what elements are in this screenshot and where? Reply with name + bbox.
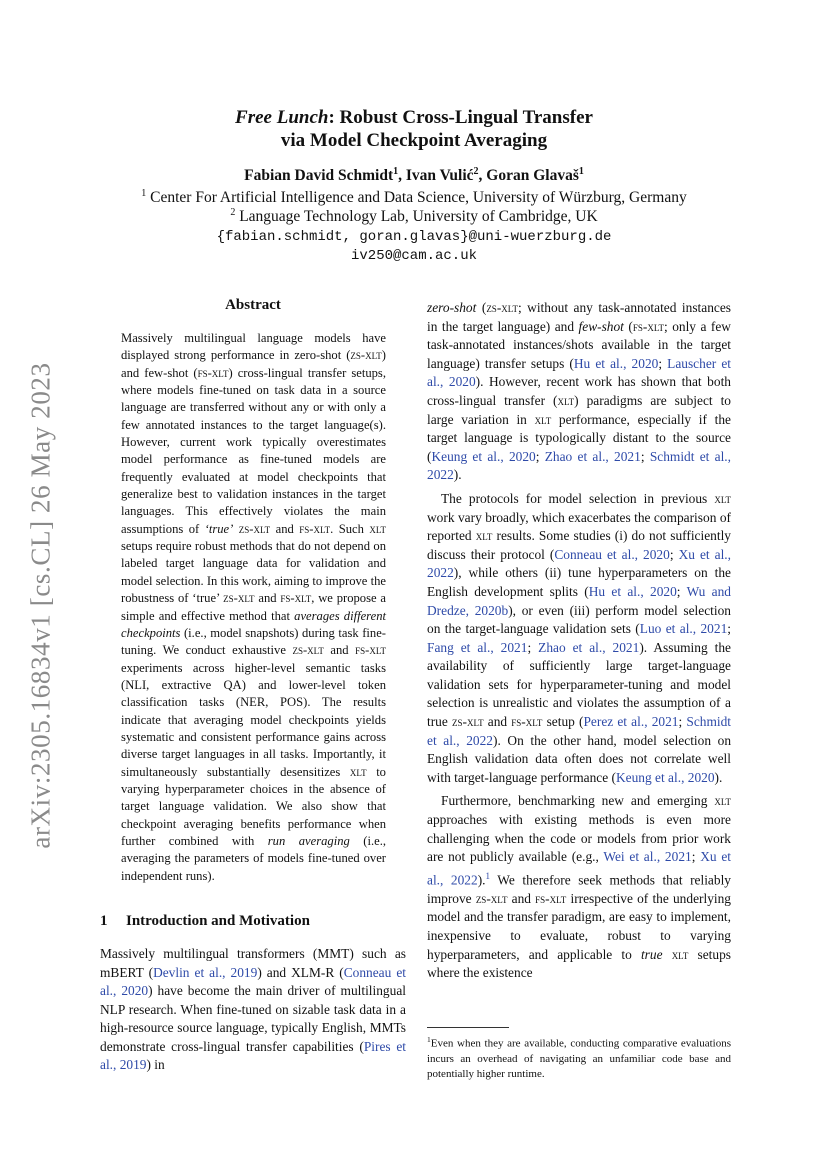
acronym: fs-xlt — [535, 890, 567, 906]
acronym: fs-xlt — [632, 318, 664, 334]
body-text: setups where the existence — [427, 946, 731, 981]
citation-link[interactable]: Wu and Dredze, 2020b — [427, 583, 731, 618]
section-heading — [100, 913, 406, 930]
body-text: ), or even (iii) perform model selection on the target-language validation sets ( — [427, 602, 731, 637]
abs-text: and — [254, 591, 281, 606]
body-text: Furthermore, benchmarking new and emerging — [441, 793, 715, 809]
body-text: performance, especially if the target language is typologically distant to the source ( — [427, 411, 732, 464]
body-text: ). — [477, 872, 486, 888]
acronym: xlt — [557, 392, 575, 408]
section-title: Introduction and Motivation — [126, 913, 310, 929]
body-text: ; — [535, 448, 545, 464]
citation-link[interactable]: Xu et al., 2022 — [427, 849, 731, 888]
body-text — [663, 947, 672, 962]
citation-link[interactable]: Pires et al., 2019 — [100, 1038, 406, 1072]
citation-link[interactable]: Hu et al., 2020 — [588, 583, 677, 599]
body-text: work vary broadly, which exacerbates the comparison of reported — [427, 509, 731, 544]
acronym: xlt — [475, 528, 493, 544]
right-paragraph-2 — [427, 490, 731, 788]
intro-text: ) have become the main driver of multilingual NLP research. When fine-tuned on sizable task data in a high-resource source language, typically English, MMTs demonstrate cross-lingual transfer capabilities ( — [100, 983, 406, 1054]
author-2: Ivan Vulić — [405, 167, 474, 185]
body-text: ), while others (ii) tune hyperparameters on the English development splits ( — [427, 565, 731, 599]
body-text: ). — [453, 467, 462, 483]
abs-text: ) and few-shot ( — [121, 348, 386, 380]
arxiv-identifier-stamp — [22, 355, 60, 855]
body-text: ; — [678, 714, 687, 730]
arxiv-id-text: arXiv:2305.16834v1 [cs.CL] 26 May 2023 — [25, 361, 56, 849]
citation-link[interactable]: Keung et al., 2020 — [616, 769, 715, 785]
author-1: Fabian David Schmidt — [244, 167, 394, 185]
abs-acronym: zs-xlt — [350, 348, 382, 363]
footnote-text: Even when they are available, conducting comparative evaluations incurs an overhead of navigating an unfamiliar code base and potentially higher runtime. — [427, 1037, 731, 1080]
acronym: xlt — [534, 411, 552, 427]
body-text: irrespective of the underlying model and the transfer paradigm, are easy to implement, inexpensive to evaluate, robust to varying hyperparameters, and applicable to — [427, 890, 732, 962]
abs-text: experiments across higher-level semantic tasks (NLI, extractive QA) and lower-level token classification tasks (NER, POS). The results indicate that averaging model checkpoints yields systematic and consistent performance gains across diverse target languages in all tasks. Importantly, it simultaneously substantially desensitizes — [121, 660, 386, 779]
abs-text: and — [270, 521, 300, 536]
body-text: and — [483, 714, 512, 730]
author-2-affil: 2 — [473, 166, 479, 177]
emph: true — [640, 946, 663, 962]
author-list — [0, 166, 828, 185]
citation-link[interactable]: Zhao et al., 2021 — [544, 448, 641, 464]
abs-emph: run averaging — [267, 833, 350, 848]
author-3-affil: 1 — [578, 166, 584, 177]
abs-text: , we propose a simple and effective method that — [121, 591, 386, 623]
body-text: ). However, recent work has shown that both cross-lingual transfer ( — [427, 374, 731, 408]
abs-acronym: fs-xlt — [355, 643, 387, 658]
acronym: xlt — [671, 946, 689, 962]
citation-link[interactable]: Conneau et al., 2020 — [100, 964, 406, 998]
body-text: ) paradigms are subject to large variation in — [427, 392, 731, 427]
body-text: ( — [623, 318, 633, 334]
abs-text: and — [323, 643, 356, 658]
abstract-heading: Abstract — [225, 297, 281, 313]
body-text: ). — [714, 769, 723, 785]
intro-text: Massively multilingual transformers (MMT) such as mBERT ( — [100, 946, 406, 980]
body-text: ; — [658, 355, 668, 371]
body-text: results. Some studies (i) do not sufficiently discuss their protocol ( — [427, 528, 731, 562]
body-text: setup ( — [542, 714, 584, 730]
right-column-text — [427, 299, 731, 983]
abs-acronym: zs-xlt — [238, 521, 271, 536]
abs-text: ) cross-lingual transfer setups, where models fine-tuned on task data in a source language are transferred without any or with only a few annotated instances to the target language(s). However, current work typically overestimates model performance as fine-tuned models are frequently evaluated at model checkpoints that generalize best to validation instances in the target languages. This effectively violates the main assumptions of — [121, 365, 386, 536]
body-text: We therefore seek methods that reliably improve — [427, 872, 731, 906]
body-text: ; — [527, 639, 539, 655]
abs-emph: averages different checkpoints — [121, 608, 386, 640]
citation-link[interactable]: Hu et al., 2020 — [573, 355, 659, 371]
aff1-text: Center For Artificial Intelligence and Data Science, University of Würzburg, Germany — [146, 189, 687, 207]
body-text: ; without any task-annotated instances in the target language) and — [427, 300, 732, 334]
citation-link[interactable]: Schmidt et al., 2022 — [427, 448, 731, 483]
body-text: ; — [727, 621, 731, 637]
citation-link[interactable]: Wei et al., 2021 — [603, 849, 692, 865]
citation-link[interactable]: Schmidt et al., 2022 — [427, 714, 732, 748]
footnote-number: 1 — [427, 1035, 431, 1044]
body-text: ; — [691, 849, 701, 865]
affiliation-1 — [0, 188, 828, 207]
body-text: ( — [476, 300, 487, 315]
abs-text: to varying hyperparameter choices in the absence of target language validation. We also show that checkpoint averaging benefits performance when further combined with — [121, 764, 386, 848]
body-text: ; — [676, 583, 687, 599]
abs-acronym: fs-xlt — [197, 365, 229, 380]
paper-title — [0, 106, 828, 152]
body-text: ; — [669, 546, 679, 562]
abs-acronym: fs-xlt — [280, 591, 312, 606]
author-sep: , — [478, 167, 487, 185]
aff2-text: Language Technology Lab, University of Cambridge, UK — [235, 208, 598, 226]
acronym: fs-xlt — [511, 714, 543, 730]
title-italic: Free Lunch — [235, 107, 329, 128]
author-sep: , — [398, 167, 406, 185]
right-paragraph-3 — [427, 792, 731, 982]
abs-text: . Such — [330, 521, 370, 536]
body-text: and — [507, 890, 536, 906]
intro-text: ) and XLM-R ( — [257, 964, 344, 980]
title-line1: : Robust Cross-Lingual Transfer — [328, 107, 593, 128]
body-text: ; only a few task-annotated instances/shots available in the target language) transfer setups ( — [427, 318, 731, 371]
citation-link[interactable]: Luo et al., 2021 — [639, 621, 728, 637]
intro-paragraph — [100, 945, 406, 1075]
abs-acronym: fs-xlt — [299, 521, 331, 536]
citation-link[interactable]: Keung et al., 2020 — [431, 448, 536, 464]
body-text: The protocols for model selection in previous — [441, 490, 715, 506]
body-text: ; — [640, 448, 650, 464]
body-text: approaches with existing methods is even more challenging when the code or models from prior work are not publicly available (e.g., — [427, 812, 731, 865]
acronym: zs-xlt — [486, 300, 518, 315]
footnote — [427, 1032, 731, 1082]
right-paragraph-1 — [427, 299, 731, 485]
citation-link[interactable]: Lauscher et al., 2020 — [427, 355, 731, 390]
abs-text: (i.e., averaging the parameters of models fine-tuned over independent runs). — [121, 833, 386, 883]
abs-text: setups require robust methods that do not depend on labeled target language data for validation and model selection. In this work, aiming to improve the robustness of ‘true’ — [121, 539, 386, 606]
title-line2: via Model Checkpoint Averaging — [280, 130, 548, 151]
footnote-marker[interactable]: 1 — [485, 870, 490, 881]
acronym: zs-xlt — [451, 714, 484, 730]
citation-link[interactable]: Fang et al., 2021 — [427, 639, 528, 655]
abs-emph: ‘true’ — [204, 521, 234, 536]
body-text: ). On the other hand, model selection on English validation data often does not correlate well with target-language performance ( — [427, 732, 732, 785]
citation-link[interactable]: Devlin et al., 2019 — [153, 964, 258, 980]
section-number: 1 — [100, 913, 108, 929]
citation-link[interactable]: Conneau et al., 2020 — [554, 546, 670, 562]
intro-text: ) in — [146, 1057, 165, 1072]
citation-link[interactable]: Zhao et al., 2021 — [538, 639, 640, 655]
abs-acronym: xlt — [349, 764, 367, 779]
email-line-2[interactable]: iv250@cam.ac.uk — [350, 248, 478, 264]
citation-link[interactable]: Perez et al., 2021 — [583, 714, 679, 730]
abs-text: (i.e., model snapshots) during task fine-tuning. We conduct exhaustive — [121, 625, 386, 658]
abstract-text — [121, 330, 386, 885]
aff1-marker: 1 — [141, 188, 147, 199]
citation-link[interactable]: Xu et al., 2022 — [427, 546, 731, 581]
affiliation-2 — [0, 207, 828, 226]
abs-text: Massively multilingual language models have displayed strong performance in zero-shot ( — [121, 331, 386, 363]
author-3: Goran Glavaš — [486, 167, 579, 185]
acronym: xlt — [714, 490, 731, 506]
author-1-affil: 1 — [393, 166, 399, 177]
acronym: xlt — [714, 793, 731, 809]
body-text: ). Assuming the availability of sufficiently large target-language validation sets for hyperparameter-tuning and model selection is unrealistic and violates the assumption of a true — [427, 639, 731, 730]
footnote-divider — [427, 1027, 509, 1028]
abs-acronym: zs-xlt — [223, 591, 255, 606]
emph: few-shot — [578, 318, 624, 334]
email-line-1[interactable]: {fabian.schmidt, goran.glavas}@uni-wuerzburg.de — [216, 229, 612, 245]
abs-acronym: xlt — [369, 521, 387, 536]
abs-acronym: zs-xlt — [292, 643, 324, 658]
aff2-marker: 2 — [230, 207, 236, 218]
acronym: zs-xlt — [475, 890, 508, 906]
emph: zero-shot — [427, 300, 477, 315]
